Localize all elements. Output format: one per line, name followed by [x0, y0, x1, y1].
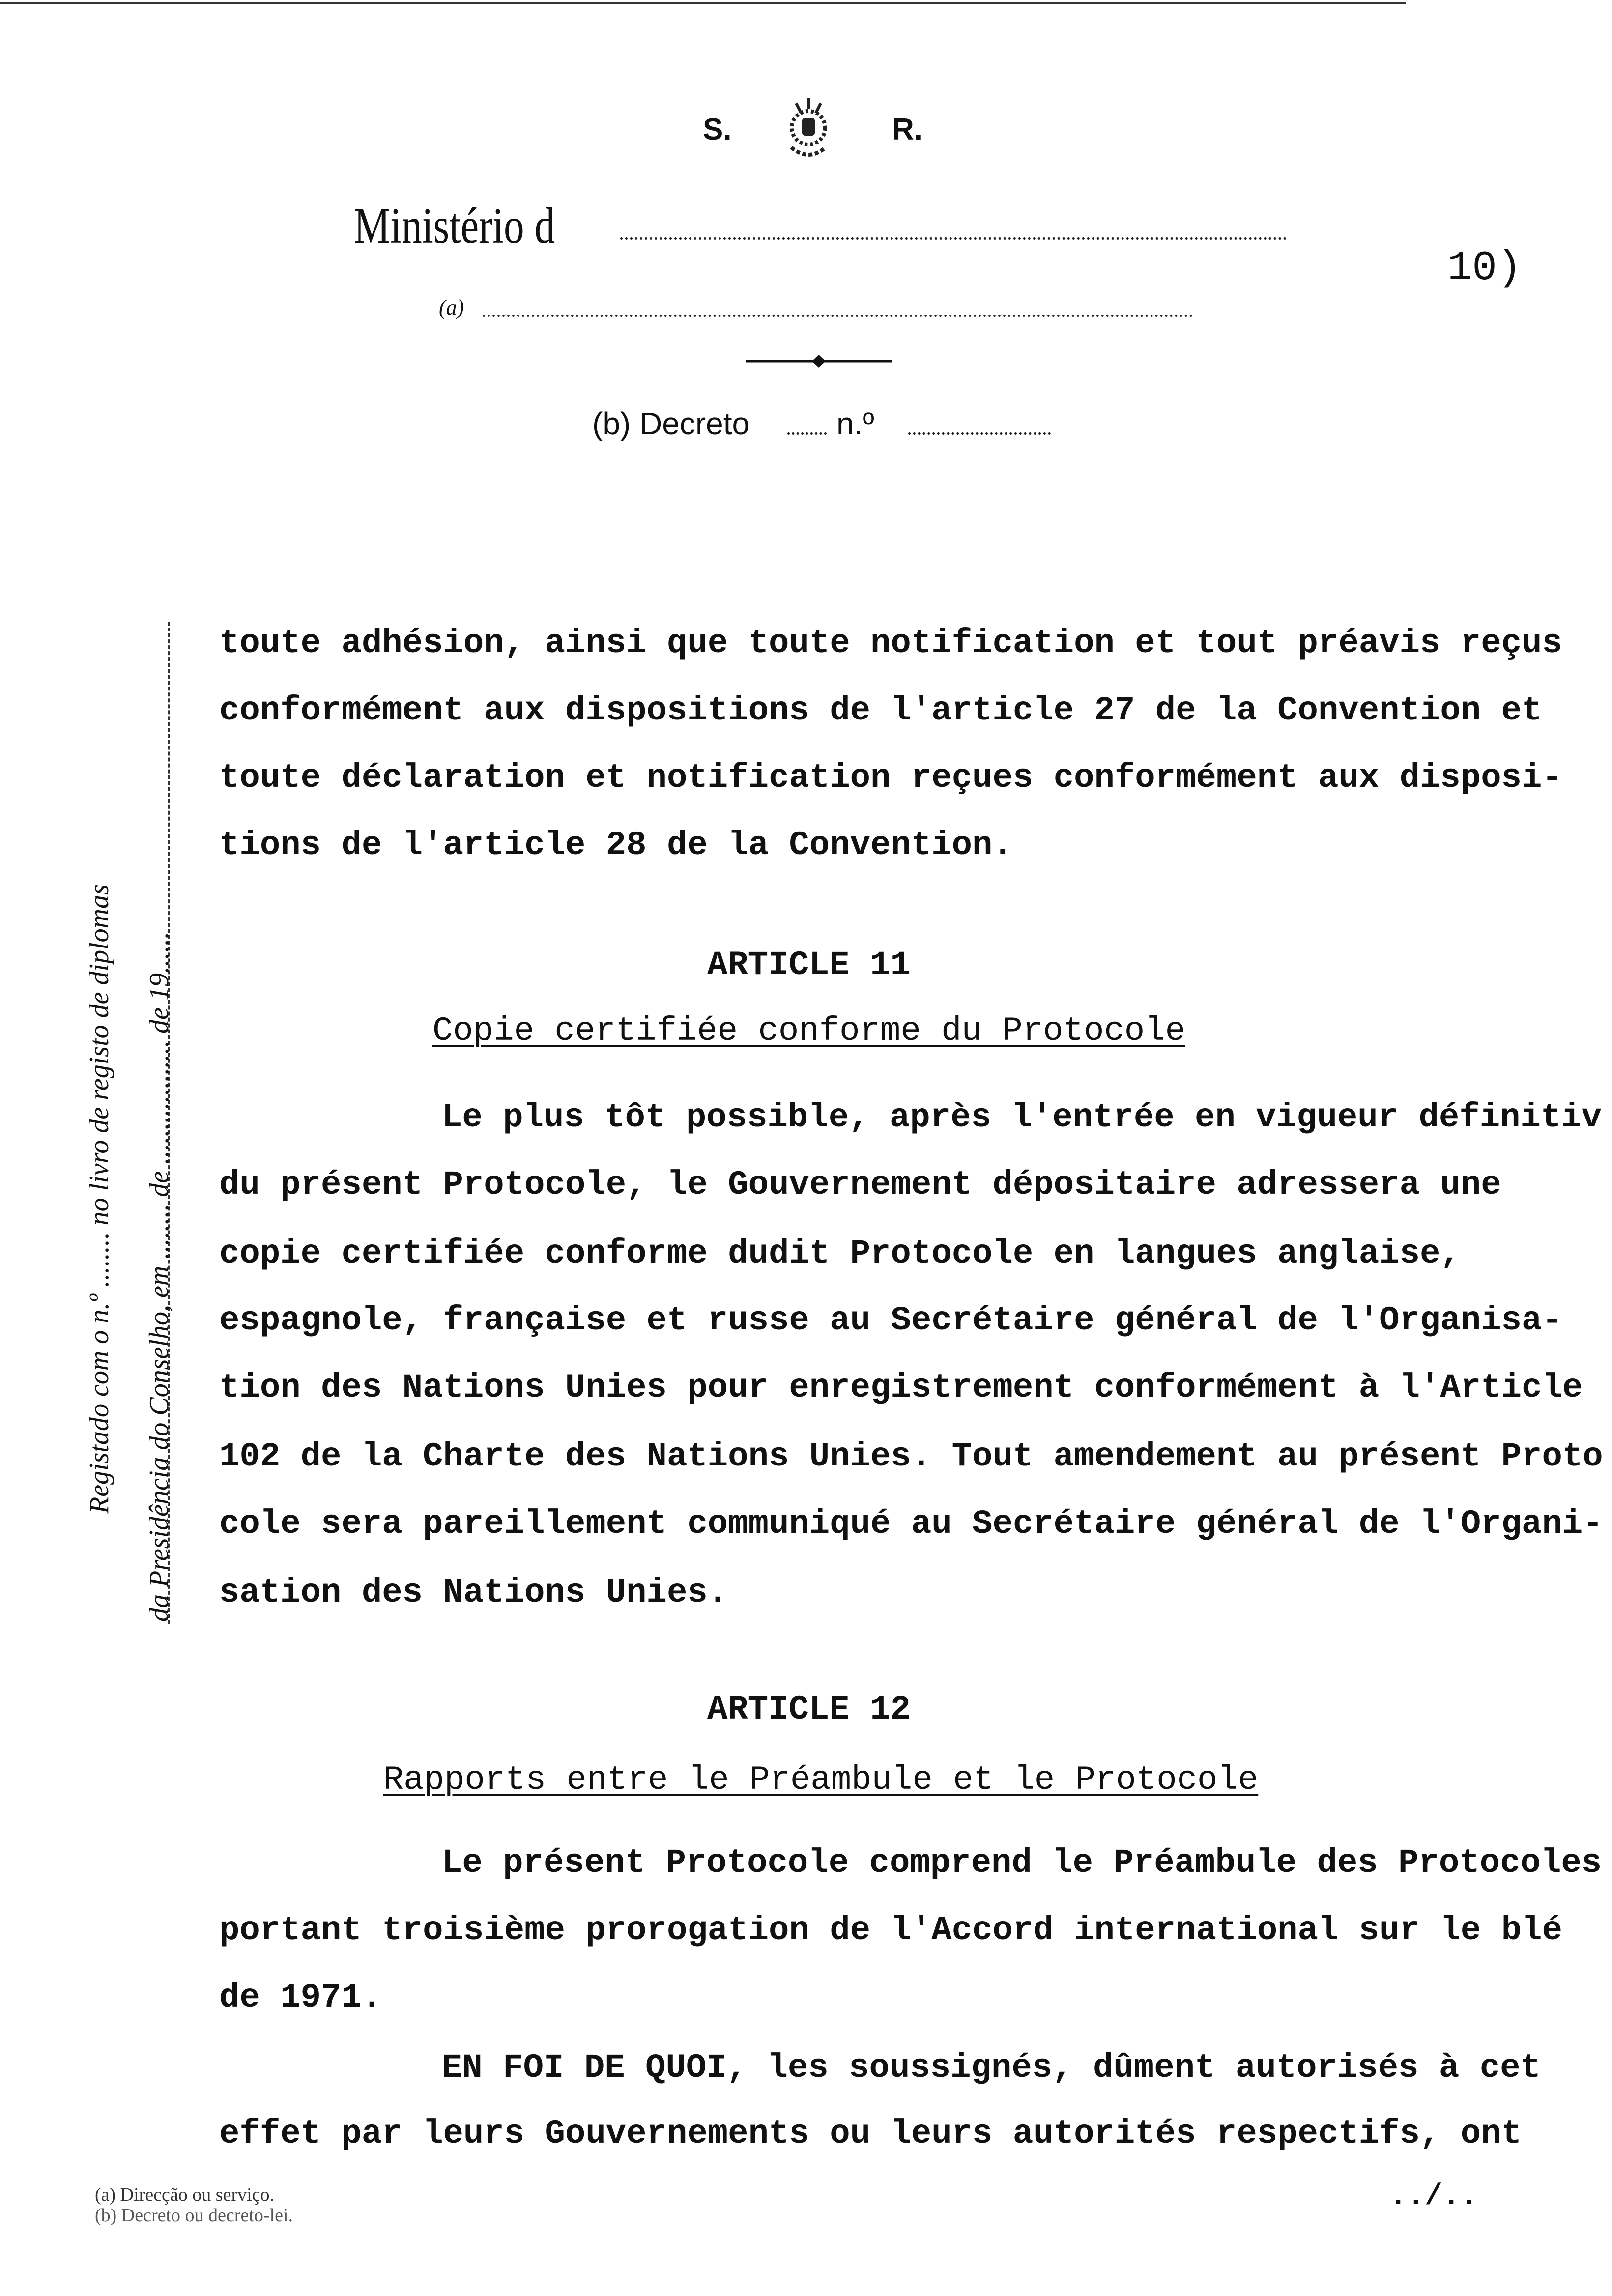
article-12-title: Rapports entre le Préambule et le Protocole — [383, 1761, 1259, 1799]
article-11-title: Copie certifiée conforme du Protocole — [432, 1012, 1186, 1050]
top-rule — [0, 2, 1406, 4]
decree-type-line — [787, 432, 827, 435]
decree-number-line — [908, 432, 1051, 435]
body-line: toute adhésion, ainsi que toute notification et tout préavis reçus — [219, 624, 1562, 662]
body-line: Le présent Protocole comprend le Préambule des Protocoles — [442, 1844, 1602, 1882]
body-line: du présent Protocole, le Gouvernement dépositaire adressera une — [219, 1166, 1501, 1204]
body-line: 102 de la Charte des Nations Unies. Tout amendement au présent Proto — [219, 1437, 1603, 1476]
body-line: de 1971. — [219, 1979, 382, 2017]
body-line: toute déclaration et notification reçues conformément aux disposi- — [219, 759, 1562, 797]
article-12-heading: ARTICLE 12 — [707, 1691, 911, 1729]
emblem-left-text: S. — [703, 113, 732, 146]
article-11-heading: ARTICLE 11 — [707, 946, 911, 984]
field-a-label: (a) — [439, 295, 464, 319]
body-line: effet par leurs Gouvernements ou leurs autorités respectifs, ont — [219, 2115, 1522, 2153]
footnote-b: (b) Decreto ou decreto-lei. — [95, 2205, 293, 2226]
ministry-field — [620, 237, 1287, 240]
diamond-divider — [746, 355, 892, 368]
footnote-a: (a) Direcção ou serviço. — [95, 2184, 275, 2205]
body-line: cole sera pareillement communiqué au Secrétaire général de l'Organi- — [219, 1505, 1603, 1543]
body-line: sation des Nations Unies. — [219, 1574, 728, 1612]
body-line: tions de l'article 28 de la Convention. — [219, 826, 1013, 864]
continuation-mark: ../.. — [1389, 2180, 1478, 2213]
body-line: Le plus tôt possible, après l'entrée en vigueur définitiv — [442, 1098, 1602, 1137]
coat-of-arms-icon — [781, 93, 835, 162]
decree-label: (b) Decreto — [592, 406, 750, 441]
body-line: copie certifiée conforme dudit Protocole en langues anglaise, — [219, 1234, 1461, 1273]
decree-number-label: n.º — [836, 406, 874, 441]
body-line: portant troisième prorogation de l'Accord international sur le blé — [219, 1911, 1562, 1950]
page-number: 10) — [1447, 245, 1522, 292]
margin-registration-line1: Registado com o n.º ........ no livro de registo de diplomas — [84, 884, 115, 1514]
margin-registration-line2: da Presidência do Conselho, em ........ de .................. de 19...... — [144, 932, 174, 1622]
emblem-right-text: R. — [892, 113, 922, 146]
body-line: EN FOI DE QUOI, les soussignés, dûment autorisés à cet — [442, 2049, 1541, 2087]
field-a-line — [483, 315, 1193, 317]
body-line: espagnole, française et russe au Secrétaire général de l'Organisa- — [219, 1301, 1562, 1340]
ministry-label: Ministério d — [354, 198, 555, 254]
body-line: tion des Nations Unies pour enregistrement conformément à l'Article — [219, 1369, 1583, 1407]
body-line: conformément aux dispositions de l'article 27 de la Convention et — [219, 691, 1542, 730]
